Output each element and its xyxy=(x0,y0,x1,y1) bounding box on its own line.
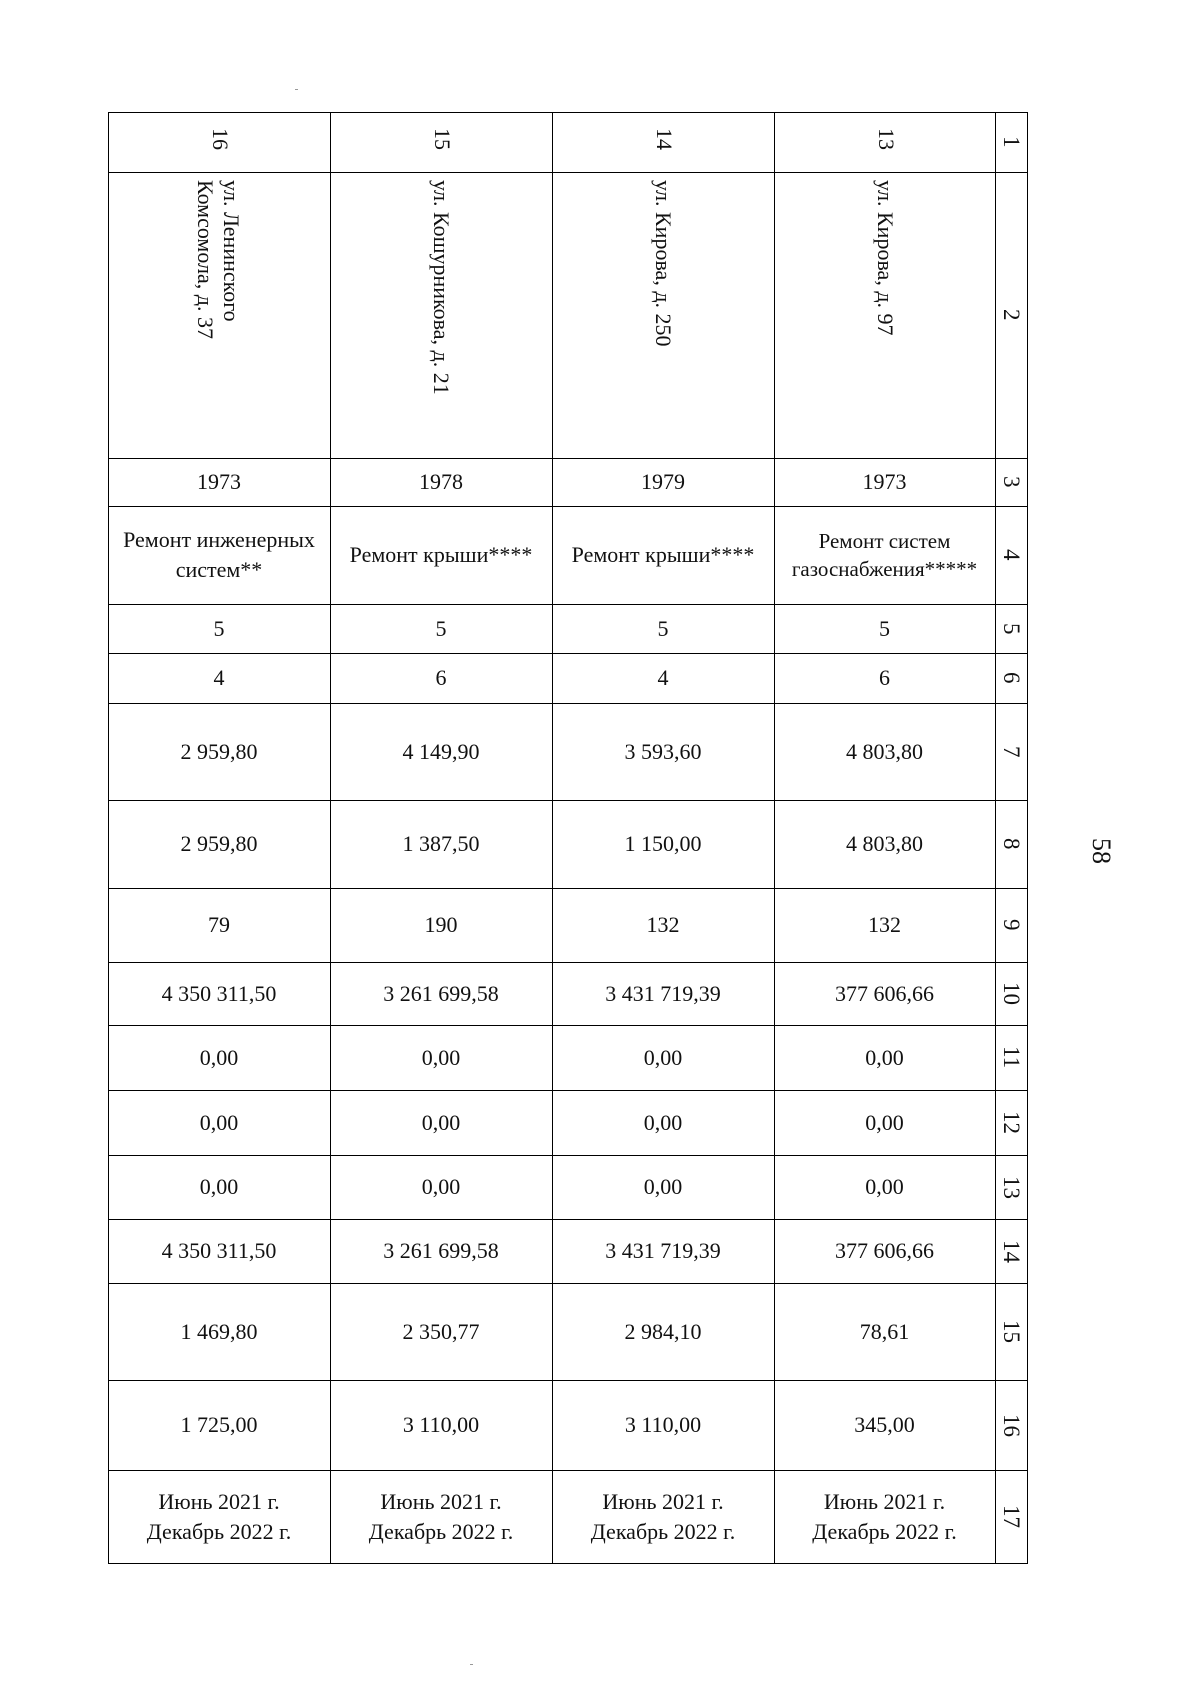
row-number: 4 xyxy=(999,549,1024,561)
period-cell xyxy=(330,1470,552,1563)
table-cell: 0,00 xyxy=(199,1109,239,1135)
row-number: 12 xyxy=(999,1111,1024,1134)
table-cell: 0,00 xyxy=(421,1174,461,1199)
address-line: Комсомола, д. 37 xyxy=(193,180,218,339)
row-number: 7 xyxy=(999,745,1024,758)
address-line: ул. Кирова, д. 250 xyxy=(651,180,676,347)
row-number: 6 xyxy=(999,672,1024,684)
period-start: Июнь 2021 г. xyxy=(823,1488,946,1514)
table-cell: 0,00 xyxy=(643,1109,683,1135)
address-line: ул. Кошурникова, д. 21 xyxy=(429,180,454,395)
table-cell: 345,00 xyxy=(854,1412,915,1437)
table-cell: 0,00 xyxy=(865,1044,904,1070)
table-cell: 4 803,80 xyxy=(846,831,923,856)
row-number: 9 xyxy=(999,919,1024,931)
column-number: 16 xyxy=(208,128,233,150)
table-cell: 3 261 699,58 xyxy=(383,1238,499,1263)
page-number: 58 xyxy=(1087,838,1116,864)
row-number: 14 xyxy=(999,1239,1024,1263)
table-cell: 5 xyxy=(657,615,669,641)
work-type-cell: Ремонт систем газоснабжения***** xyxy=(791,529,978,581)
period-start: Июнь 2021 г. xyxy=(602,1488,724,1514)
period-cell xyxy=(552,1470,774,1563)
table-cell: 1 150,00 xyxy=(624,831,702,856)
table-cell: 0,00 xyxy=(865,1174,904,1199)
column-number: 13 xyxy=(874,128,899,150)
row-number: 16 xyxy=(999,1413,1024,1437)
year-cell: 1978 xyxy=(419,469,463,494)
table-cell: 0,00 xyxy=(865,1109,904,1135)
table-cell: 377 606,66 xyxy=(835,980,934,1006)
table-cell: 2 350,77 xyxy=(402,1318,480,1344)
period-end: Декабрь 2022 г. xyxy=(368,1518,514,1544)
year-cell: 1979 xyxy=(641,469,685,494)
column-number: 15 xyxy=(430,128,455,150)
table-cell: 4 xyxy=(213,665,225,690)
table-cell: 2 959,80 xyxy=(180,738,258,764)
period-start: Июнь 2021 г. xyxy=(158,1488,280,1514)
table-cell: 3 261 699,58 xyxy=(383,980,499,1006)
table-border-right xyxy=(1027,112,1028,1563)
table-cell: 3 110,00 xyxy=(402,1412,480,1437)
period-end: Декабрь 2022 г. xyxy=(812,1518,957,1544)
year-cell: 1973 xyxy=(862,469,907,494)
table-cell: 0,00 xyxy=(421,1044,461,1070)
table-cell: 3 110,00 xyxy=(624,1412,702,1437)
scan-speck xyxy=(295,89,298,90)
table-cell: 0,00 xyxy=(643,1174,683,1199)
table-cell: 6 xyxy=(879,665,890,690)
work-type-cell: Ремонт инженерных систем** xyxy=(123,527,315,582)
row-number: 10 xyxy=(999,982,1024,1005)
address-line: ул. Кирова, д. 97 xyxy=(873,180,898,336)
table-cell: 5 xyxy=(435,615,447,641)
table-cell: 1 725,00 xyxy=(180,1412,258,1437)
table-cell: 5 xyxy=(213,615,225,641)
work-type-cell: Ремонт крыши**** xyxy=(571,542,755,567)
address-line: ул. Ленинского xyxy=(219,180,244,322)
table-cell: 1 469,80 xyxy=(180,1318,258,1344)
scan-speck xyxy=(470,1664,473,1665)
period-end: Декабрь 2022 г. xyxy=(590,1518,736,1544)
table-cell: 132 xyxy=(868,912,901,937)
table-cell: 3 431 719,39 xyxy=(605,1238,721,1263)
row-number: 5 xyxy=(999,622,1024,635)
row-number: 1 xyxy=(999,136,1024,148)
table-cell: 0,00 xyxy=(421,1109,461,1135)
table-cell: 4 803,80 xyxy=(846,738,923,764)
table-cell: 377 606,66 xyxy=(835,1238,934,1263)
period-cell xyxy=(774,1470,995,1563)
row-number: 17 xyxy=(999,1505,1024,1528)
row-number: 11 xyxy=(999,1046,1024,1069)
table-cell: 0,00 xyxy=(199,1174,239,1199)
table-cell: 132 xyxy=(646,912,680,937)
table-cell: 4 350 311,50 xyxy=(161,980,277,1006)
table-cell: 1 387,50 xyxy=(402,831,480,856)
period-cell xyxy=(108,1470,330,1563)
table-cell: 3 431 719,39 xyxy=(605,980,721,1006)
table-cell: 0,00 xyxy=(643,1044,683,1070)
table-cell: 4 149,90 xyxy=(402,738,480,764)
period-end: Декабрь 2022 г. xyxy=(146,1518,292,1544)
table-cell: 6 xyxy=(435,665,447,690)
row-number: 8 xyxy=(999,838,1024,850)
table-cell: 78,61 xyxy=(859,1318,910,1344)
table-cell: 0,00 xyxy=(199,1044,239,1070)
period-start: Июнь 2021 г. xyxy=(380,1488,502,1514)
table-cell: 3 593,60 xyxy=(624,738,702,764)
row-divider xyxy=(108,172,1028,173)
table-border-top xyxy=(108,112,1028,113)
table-cell: 79 xyxy=(208,912,230,937)
table-cell: 4 350 311,50 xyxy=(161,1238,277,1263)
year-cell: 1973 xyxy=(197,469,241,494)
table-cell: 2 959,80 xyxy=(180,831,258,856)
work-type-cell: Ремонт крыши**** xyxy=(349,542,533,567)
table-border-bottom xyxy=(108,1563,1028,1564)
table-cell: 4 xyxy=(657,665,669,690)
row-number: 15 xyxy=(999,1320,1024,1343)
table-cell: 5 xyxy=(879,615,890,641)
row-number: 13 xyxy=(999,1175,1024,1199)
row-number: 3 xyxy=(999,476,1024,488)
table-cell: 190 xyxy=(424,912,458,937)
table-cell: 2 984,10 xyxy=(624,1318,702,1344)
column-number: 14 xyxy=(652,128,677,150)
row-number: 2 xyxy=(999,309,1024,321)
